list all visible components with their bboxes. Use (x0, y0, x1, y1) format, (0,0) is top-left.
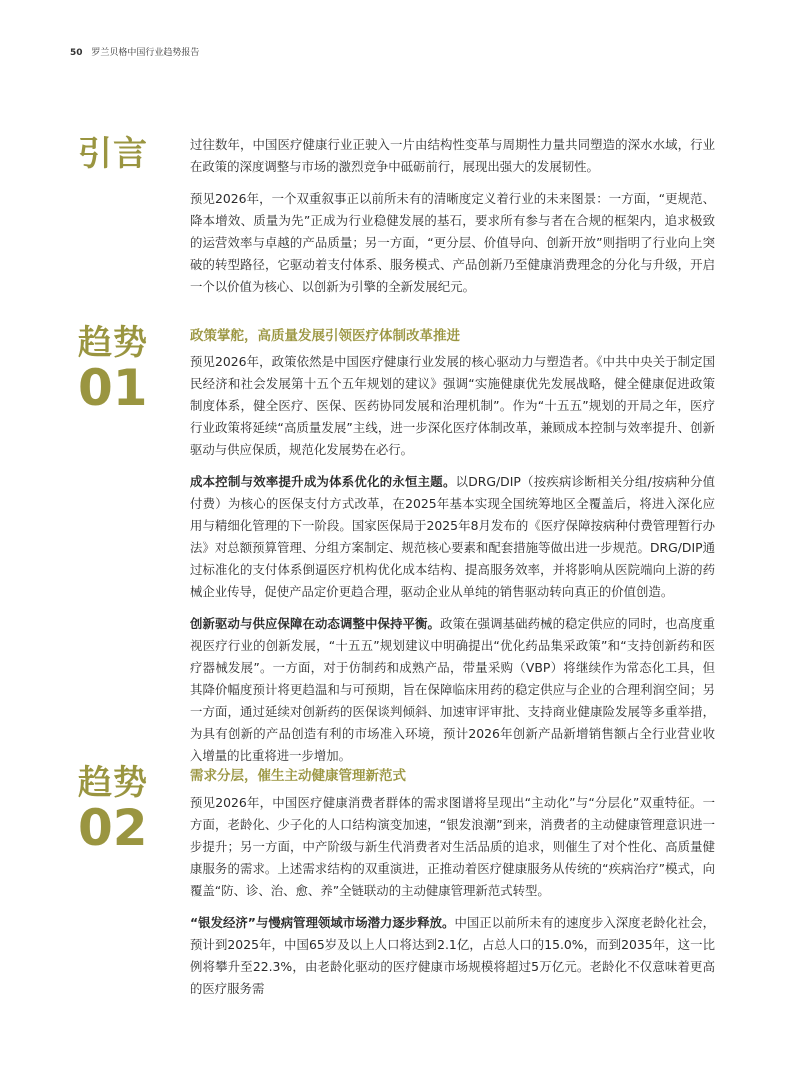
trend-02-paragraph (190, 912, 715, 1000)
trend-01-number: 01 (78, 359, 148, 417)
trend-02-label: 趋势 (78, 763, 148, 803)
trend-02-heading: 需求分层，催生主动健康管理新范式 (190, 768, 406, 784)
paragraph-lead: “银发经济”与慢病管理领域市场潜力逐步释放。 (190, 915, 455, 930)
report-title: 罗兰贝格中国行业趋势报告 (91, 48, 200, 58)
page-number: 50 (70, 48, 83, 58)
trend-01-paragraph: 预见2026年，政策依然是中国医疗健康行业发展的核心驱动力与塑造者。《中共中央关于制定国民经济和社会发展第十五个五年规划的建议》强调“实施健康优先发展战略，健全健康促进政策制度体系，健全医疗、医保、医药协同发展和治理机制”。作为“十五五”规划的开局之年，医疗行业政策将延续“高质量发展”主线，进一步深化医疗体制改革，兼顾成本控制与效率提升、创新驱动与供应保质，规范化发展势在必行。 (190, 354, 715, 457)
paragraph-body: 中国正以前所未有的速度步入深度老龄化社会，预计到2025年，中国65岁及以上人口将达到2.1亿，占总人口的15.0%，而到2035年，这一比例将攀升至22.3%，由老龄化驱动的医疗健康市场规模将超过5万亿元。老龄化不仅意味着更高的医疗服务需 (190, 915, 715, 996)
intro-section (190, 134, 715, 308)
trend-02-paragraph: 预见2026年，中国医疗健康消费者群体的需求图谱将呈现出“主动化”与“分层化”双重特征。一方面，老龄化、少子化的人口结构演变加速，“银发浪潮”到来，消费者的主动健康管理意识进一步提升；另一方面，中产阶级与新生代消费者对生活品质的追求，则催生了对个性化、高质量健康服务的需求。上述需求结构的双重演进，正推动着医疗健康服务从传统的“疾病治疗”模式，向覆盖“防、诊、治、愈、养”全链联动的主动健康管理新范式转型。 (190, 795, 715, 898)
trend-02-number: 02 (78, 799, 148, 857)
intro-paragraph: 过往数年，中国医疗健康行业正驶入一片由结构性变革与周期性力量共同塑造的深水水域，行业在政策的深度调整与市场的激烈竞争中砥砺前行，展现出强大的发展韧性。 (190, 137, 715, 174)
paragraph-lead: 创新驱动与供应保障在动态调整中保持平衡。 (190, 616, 441, 631)
trend-01-paragraph (190, 471, 715, 603)
trend-01-label: 趋势 (78, 323, 148, 363)
trend-01-section (190, 351, 715, 777)
page-header (70, 45, 199, 58)
paragraph-body: 政策在强调基础药械的稳定供应的同时，也高度重视医疗行业的创新发展，“十五五”规划建议中明确提出“优化药品集采政策”和“支持创新药和医疗器械发展”。一方面，对于仿制药和成熟产品，带量采购（VBP）将继续作为常态化工具，但其降价幅度预计将更趋温和与可预期，旨在保障临床用药的稳定供应与企业的合理利润空间；另一方面，通过延续对创新药的医保谈判倾斜、加速审评审批、支持商业健康险发展等多重举措，为具有创新的产品创造有利的市场准入环境，预计2026年创新产品新增销售额占全行业营业收入增量的比重将进一步增加。 (190, 616, 716, 763)
intro-label: 引言 (78, 134, 148, 174)
trend-01-paragraph (190, 613, 715, 767)
trend-02-section (190, 792, 715, 1010)
paragraph-lead: 成本控制与效率提升成为体系优化的永恒主题。 (190, 474, 456, 489)
trend-01-heading: 政策掌舵，高质量发展引领医疗体制改革推进 (190, 328, 460, 344)
paragraph-body: 以DRG/DIP（按疾病诊断相关分组/按病种分值付费）为核心的医保支付方式改革，在2025年基本实现全国统筹地区全覆盖后，将进入深化应用与精细化管理的下一阶段。国家医保局于2025年8月发布的《医疗保障按病种付费管理暂行办法》对总额预算管理、分组方案制定、规范核心要素和配套措施等做出进一步规范。DRG/DIP通过标准化的支付体系倒逼医疗机构优化成本结构、提高服务效率，并将影响从医院端向上游的药械企业传导，促使产品定价更趋合理，驱动企业从单纯的销售驱动转向真正的价值创造。 (190, 474, 715, 599)
intro-paragraph: 预见2026年，一个双重叙事正以前所未有的清晰度定义着行业的未来图景：一方面，“更规范、降本增效、质量为先”正成为行业稳健发展的基石，要求所有参与者在合规的框架内，追求极致的运营效率与卓越的产品质量；另一方面，“更分层、价值导向、创新开放”则指明了行业向上突破的转型路径，它驱动着支付体系、服务模式、产品创新乃至健康消费理念的分化与升级，开启一个以价值为核心、以创新为引擎的全新发展纪元。 (190, 191, 715, 294)
